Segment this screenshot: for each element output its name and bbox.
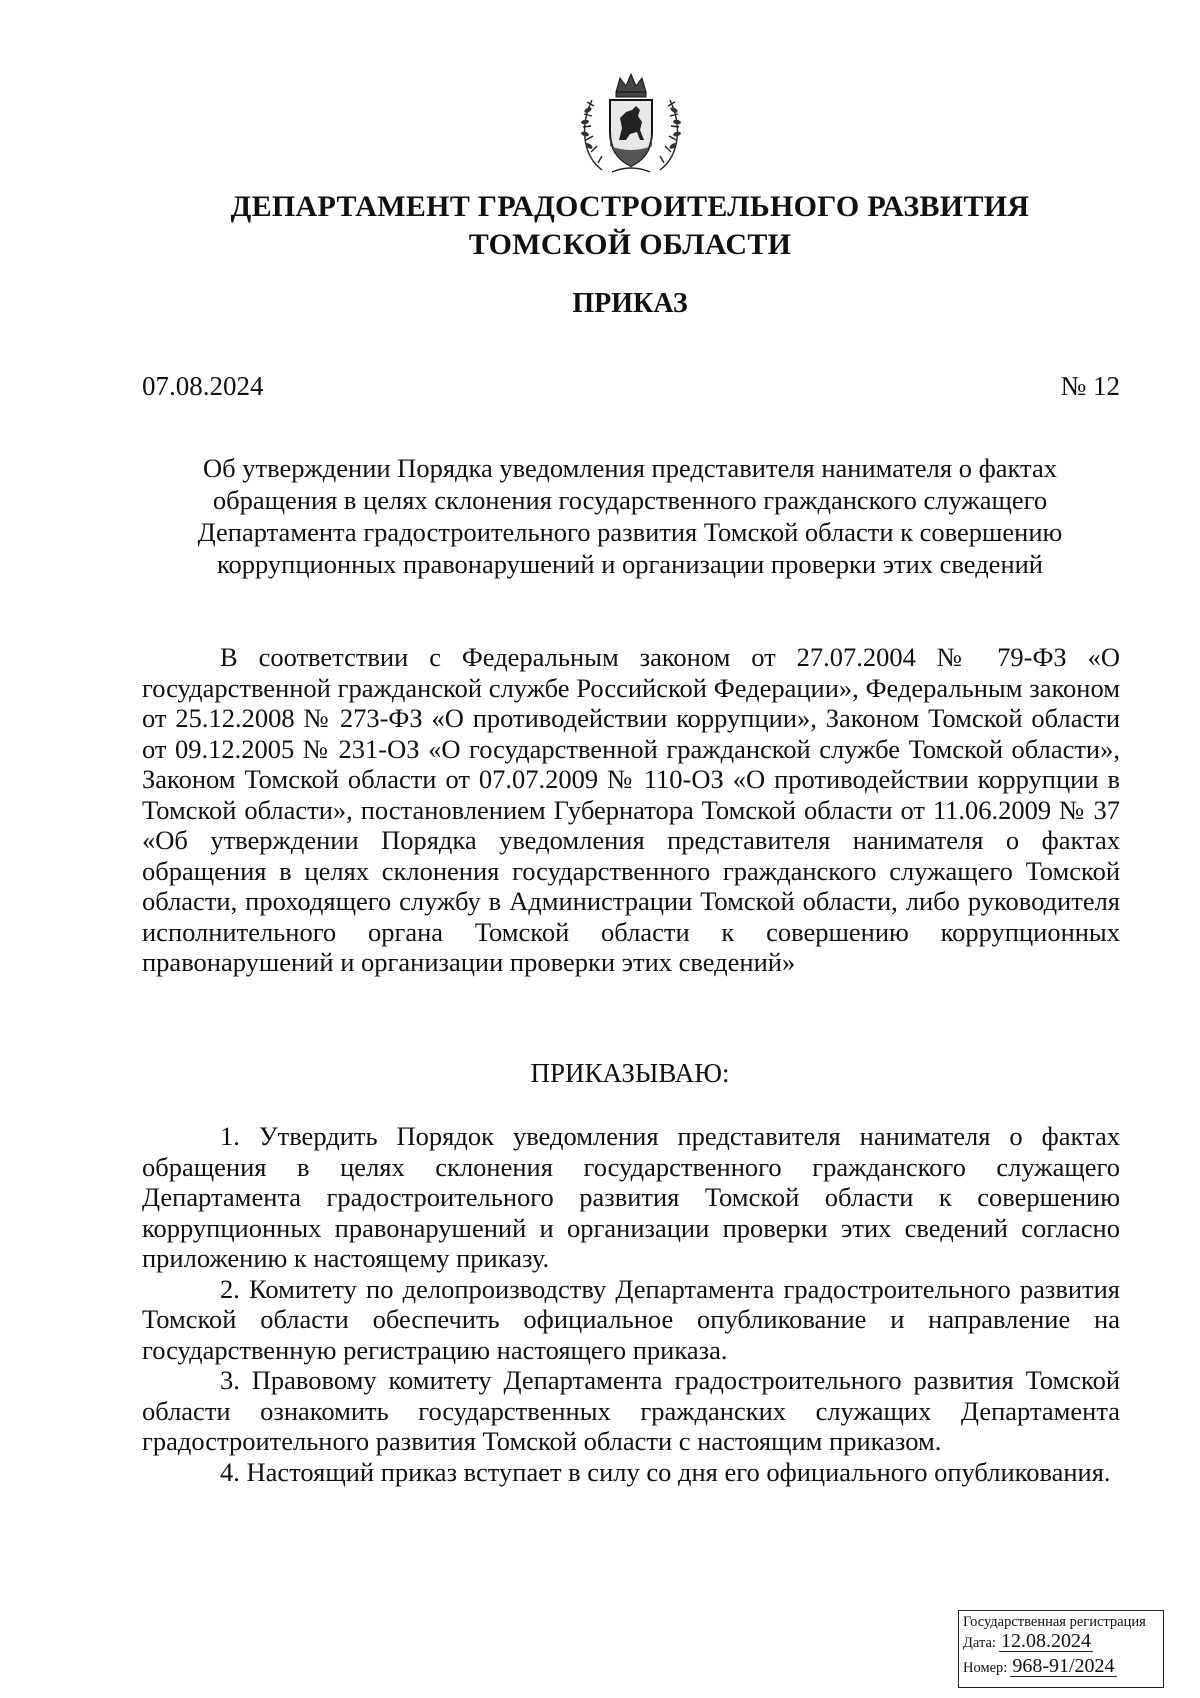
preamble — [142, 642, 1120, 978]
order-item-1: 1. Утвердить Порядок уведомления представителя нанимателя о фактах обращения в целях склонения государственного гражданского служащего Департамента градостроительного развития Томской области к совершению коррупционных правонарушений и организации проверки этих сведений согласно приложению к настоящему приказу. — [142, 1121, 1120, 1273]
order-item-3: 3. Правовому комитету Департамента градостроительного развития Томской области ознакомить государственных гражданских служащих Департамента градостроительного развития Томской области с настоящим приказом. — [142, 1365, 1120, 1456]
registration-number-row — [963, 1656, 1159, 1681]
preamble-text: В соответствии с Федеральным законом от 27.07.2004 № 79-ФЗ «О государственной гражданской службе Российской Федерации», Федеральным законом от 25.12.2008 № 273-ФЗ «О противодействии коррупции», Законом Томской области от 09.12.2005 № 231-ОЗ «О государственной гражданской службе Томской области», Законом Томской области от 07.07.2009 № 110-ОЗ «О противодействии коррупции в Томской области», постановлением Губернатора Томской области от 11.06.2009 № 37 «Об утверждении Порядка уведомления представителя нанимателя о фактах обращения в целях склонения государственного гражданского служащего Томской области, проходящего службу в Администрации Томской области, либо руководителя исполнительного органа Томской области к совершению коррупционных правонарушений и организации проверки этих сведений» — [142, 642, 1120, 977]
registration-title: Государственная регистрация — [963, 1614, 1146, 1630]
document-title: Об утверждении Порядка уведомления представителя нанимателя о фактах обращения в целях склонения государственного гражданского служащего Департамента градостроительного развития Томской области к совершению коррупционных правонарушений и организации проверки этих сведений — [197, 453, 1063, 579]
document-type: ПРИКАЗ — [572, 288, 688, 319]
registration-number-value: 968-91/2024 — [1012, 1655, 1115, 1677]
registration-date-label: Дата: — [963, 1635, 996, 1651]
coat-of-arms-icon — [572, 70, 690, 180]
order-item-2: 2. Комитету по делопроизводству Департамента градостроительного развития Томской области обеспечить официальное опубликование и направление на государственную регистрацию настоящего приказа. — [142, 1273, 1120, 1365]
registration-date-value: 12.08.2024 — [1000, 1630, 1091, 1652]
order-word: ПРИКАЗЫВАЮ: — [530, 1058, 730, 1088]
order-items — [142, 1121, 1120, 1487]
header-line-2: ТОМСКОЙ ОБЛАСТИ — [468, 228, 792, 261]
registration-stamp — [958, 1610, 1164, 1688]
registration-date-row — [963, 1631, 1159, 1656]
order-item-4: 4. Настоящий приказ вступает в силу со дня его официального опубликования. — [220, 1456, 1111, 1487]
department-header — [140, 188, 1120, 264]
header-line-1: ДЕПАРТАМЕНТ ГРАДОСТРОИТЕЛЬНОГО РАЗВИТИЯ — [230, 190, 1030, 223]
document-date: 07.08.2024 — [142, 371, 264, 401]
document-number: № 12 — [1060, 371, 1120, 401]
registration-number-label: Номер: — [963, 1660, 1008, 1676]
